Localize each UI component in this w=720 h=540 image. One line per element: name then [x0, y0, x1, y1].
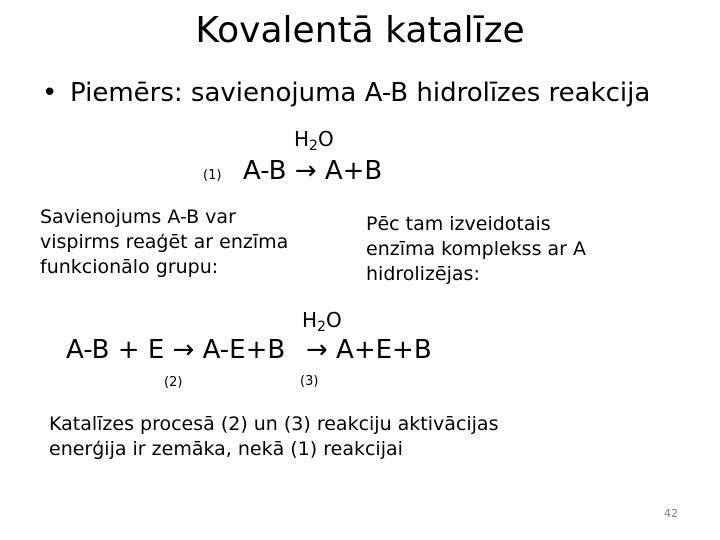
reaction-1-catalyst [294, 127, 334, 154]
right-explanation: Pēc tam izveidotais enzīma komplekss ar A hidrolizējas: [366, 213, 586, 285]
reaction-3-catalyst-subscript: 2 [317, 319, 326, 335]
reaction-2-label: (2) [164, 375, 183, 390]
reaction-3-catalyst [302, 308, 342, 335]
bullet-text: Piemērs: savienojuma A-B hidrolīzes reakcija [70, 78, 651, 108]
reaction-3-catalyst-o: O [325, 308, 342, 332]
reaction-1-catalyst-o: O [317, 127, 334, 151]
slide-title: Kovalentā katalīze [195, 10, 525, 51]
reaction-3-catalyst-h: H [302, 308, 318, 332]
left-explanation: Savienojums A-B var vispirms reaģēt ar enzīma funkcionālo grupu: [40, 206, 289, 278]
reaction-3-label: (3) [300, 374, 319, 389]
reaction-1-catalyst-h: H [294, 127, 310, 151]
reaction-1-catalyst-subscript: 2 [309, 138, 318, 154]
bullet-dot-icon: • [42, 78, 58, 108]
reaction-2-equation: A-B + E → A-E+B [66, 335, 286, 365]
page-number: 42 [664, 507, 678, 520]
reaction-1-equation: A-B → A+B [243, 156, 383, 186]
conclusion-text: Katalīzes procesā (2) un (3) reakciju aktivācijas enerģija ir zemāka, nekā (1) reakcijai [49, 413, 499, 460]
reaction-3-equation: → A+E+B [306, 335, 432, 365]
bullet-item [42, 78, 650, 108]
reaction-1-label: (1) [203, 168, 222, 183]
